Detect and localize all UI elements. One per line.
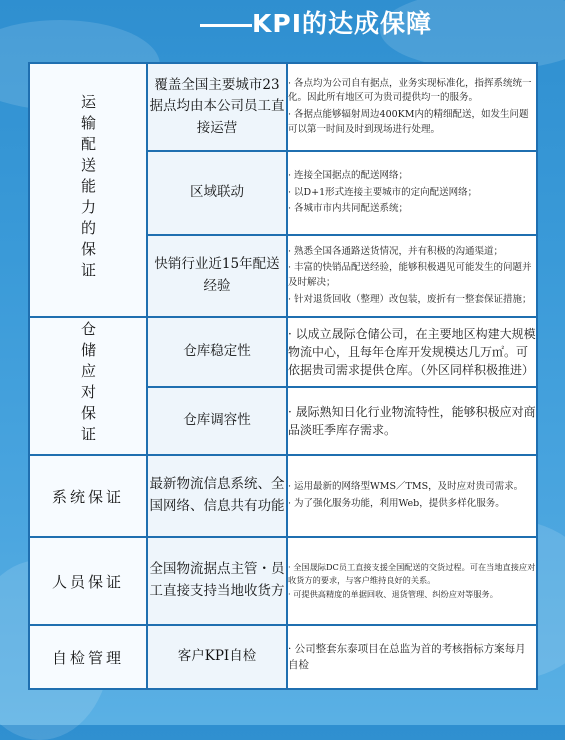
table-row xyxy=(29,537,537,625)
detail-line: · 针对退货回收（整理）改包装，废折有一整套保证措施； xyxy=(288,293,532,305)
category-label: 系统保证 xyxy=(51,487,124,506)
category-label: 人员保证 xyxy=(51,572,124,591)
detail-line: · 全国晟际DC员工直接支援全国配送的交货过程。可在当地直接应对收货方的要求，与客户维持良好的关系。 xyxy=(288,561,536,585)
table-row xyxy=(29,625,537,689)
page-header xyxy=(0,0,565,62)
category-label: 运输配送能力的保证 xyxy=(79,93,97,283)
item-label: 区域联动 xyxy=(147,151,287,235)
detail-line: · 以D+1形式连接主要城市的定向配送网络； xyxy=(288,186,478,198)
detail-line: · 以成立晟际仓储公司，在主要地区构建大规模物流中心，且每年仓库开发规模达几万㎡。可依据贵司需求提供仓库。（外区同样积极推进） xyxy=(288,327,536,377)
detail-line: · 可提供高精度的单据回收、退货管理、纠纷应对等服务。 xyxy=(288,589,498,600)
detail-line: · 各据点能够辐射周边400KM内的精细配送，如发生问题可以第一时间及时到现场进行处理。 xyxy=(288,109,529,135)
item-label: 快销行业近15年配送经验 xyxy=(147,235,287,317)
detail-line: · 各点均为公司自有据点，业务实现标准化，指挥系统统一化。因此所有地区可为贵司提供均一的服务。 xyxy=(288,77,532,104)
item-detail xyxy=(287,63,537,151)
category-label: 仓储应对保证 xyxy=(79,321,97,447)
kpi-table xyxy=(28,62,538,690)
table-row xyxy=(29,317,537,387)
category-personnel xyxy=(29,537,147,625)
item-label: 仓库调容性 xyxy=(147,387,287,455)
header-rule xyxy=(200,24,252,27)
table-row xyxy=(29,455,537,537)
detail-line: · 为了强化服务功能，利用Web，提供多样化服务。 xyxy=(288,498,505,509)
category-system xyxy=(29,455,147,537)
item-detail xyxy=(287,387,537,455)
category-label: 自检管理 xyxy=(51,648,124,667)
item-detail xyxy=(287,235,537,317)
category-storage xyxy=(29,317,147,455)
page-title: KPI的达成保障 xyxy=(252,9,432,38)
item-detail xyxy=(287,151,537,235)
item-detail xyxy=(287,317,537,387)
detail-line: · 公司整套东泰项目在总监为首的考核指标方案每月自检 xyxy=(288,642,526,671)
item-label: 覆盖全国主要城市23据点均由本公司员工直接运营 xyxy=(147,63,287,151)
detail-line: · 连接全国据点的配送网络； xyxy=(288,169,409,181)
item-label: 客户KPI自检 xyxy=(147,625,287,689)
category-selfcheck xyxy=(29,625,147,689)
detail-line: · 熟悉全国各通路送货情况，并有积极的沟通渠道； xyxy=(288,245,504,257)
table-row xyxy=(29,63,537,151)
item-detail xyxy=(287,625,537,689)
category-transport xyxy=(29,63,147,317)
item-label: 全国物流据点主管・员工直接支持当地收货方 xyxy=(147,537,287,625)
item-label: 最新物流信息系统、全国网络、信息共有功能 xyxy=(147,455,287,537)
item-detail xyxy=(287,455,537,537)
item-detail xyxy=(287,537,537,625)
detail-line: · 丰富的快销品配送经验，能够积极遇见可能发生的问题并及时解决； xyxy=(288,262,532,288)
item-label: 仓库稳定性 xyxy=(147,317,287,387)
detail-line: · 各城市市内共同配送系统； xyxy=(288,203,409,215)
detail-line: · 晟际熟知日化行业物流特性，能够积极应对商品淡旺季库存需求。 xyxy=(288,405,536,437)
detail-line: · 运用最新的网络型WMS／TMS，及时应对贵司需求。 xyxy=(288,481,524,493)
